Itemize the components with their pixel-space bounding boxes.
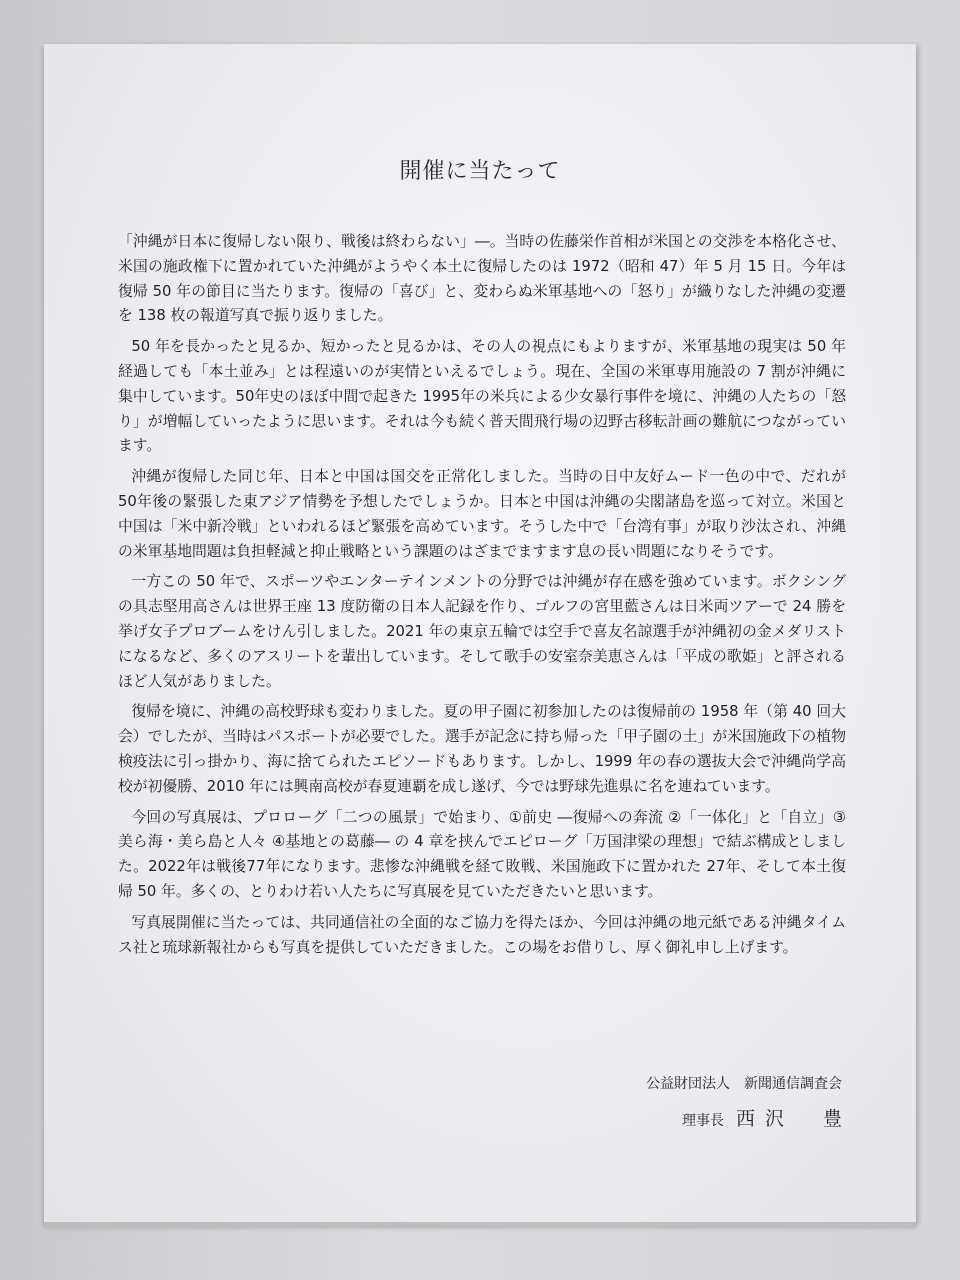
paragraph: 一方この 50 年で、スポーツやエンターテインメントの分野では沖縄が存在感を強めています。ボクシングの具志堅用高さんは世界王座 13 度防衛の日本人記録を作り、ゴルフの宮里藍さんは日米両ツアーで 24 勝を挙げ女子プロブームをけん引しました。2021 年の東京五輪では空手で喜友名諒選手が沖縄初の金メダリストになるなど、多くのアスリートを輩出しています。そして歌手の安室奈美恵さんは「平成の歌姫」と評されるほど人気がありました。	[118, 573, 846, 690]
notice-board	[44, 44, 916, 1224]
paragraph: 沖縄が復帰した同じ年、日本と中国は国交を正常化しました。当時の日中友好ムード一色の中で、だれが 50年後の緊張した東アジア情勢を予想したでしょうか。日本と中国は沖縄の尖閣諸島を巡って対立。米国と中国は「米中新冷戦」といわれるほど緊張を高めています。そうした中で「台湾有事」が取り沙汰され、沖縄の米軍基地問題は負担軽減と抑止戦略という課題のはざまでますます息の長い問題になりそうです。	[118, 468, 846, 560]
paragraph: 復帰を境に、沖縄の高校野球も変わりました。夏の甲子園に初参加したのは復帰前の 1958 年（第 40 回大会）でしたが、当時はパスポートが必要でした。選手が記念に持ち帰った「甲子園の土」が米国施政下の植物検疫法に引っ掛かり、海に捨てられたエピソードもあります。しかし、1999 年の春の選抜大会で沖縄尚学高校が初優勝、2010 年には興南高校が春夏連覇を成し遂げ、今では野球先進県に名を連ねています。	[118, 703, 846, 795]
paragraph: 今回の写真展は、プロローグ「二つの風景」で始まり、①前史 ―復帰への奔流 ②「一体化」と「自立」③美ら海・美ら島と人々 ④基地との葛藤― の 4 章を挟んでエピローグ「万国津梁の理想」で結ぶ構成としました。2022年は戦後77年になります。悲惨な沖縄戦を経て敗戦、米国施政下に置かれた 27年、そして本土復帰 50 年。多くの、とりわけ若い人たちに写真展を見ていただきたいと思います。	[118, 808, 846, 900]
organization-type: 公益財団法人	[646, 1076, 730, 1092]
body-text	[118, 230, 846, 966]
page-title: 開催に当たって	[399, 159, 561, 184]
signature-block	[646, 1072, 852, 1131]
signer-name: 西沢 豊	[735, 1108, 852, 1130]
chairman-line	[646, 1104, 852, 1131]
paragraph: 50 年を長かったと見るか、短かったと見るかは、その人の視点にもよりますが、米軍基地の現実は 50 年経過しても「本土並み」とは程遠いのが実情といえるでしょう。現在、全国の米軍専用施設の 7 割が沖縄に集中しています。50年史のほぼ中間で起きた 1995年の米兵による少女暴行事件を境に、沖縄の人たちの「怒り」が増幅していったように思います。それは今も続く普天間飛行場の辺野古移転計画の難航につながっています。	[118, 338, 846, 455]
organization-line	[646, 1072, 842, 1096]
organization-name: 新聞通信調査会	[744, 1076, 842, 1092]
paragraph: 「沖縄が日本に復帰しない限り、戦後は終わらない」―。当時の佐藤栄作首相が米国との交渉を本格化させ、米国の施政権下に置かれていた沖縄がようやく本土に復帰したのは 1972（昭和 47）年 5 月 15 日。今年は復帰 50 年の節目に当たります。復帰の「喜び」と、変わらぬ米軍基地への「怒り」が織りなした沖縄の変遷を 138 枚の報道写真で振り返りました。	[118, 233, 846, 325]
paragraph: 写真展開催に当たっては、共同通信社の全面的なご協力を得たほか、今回は沖縄の地元紙である沖縄タイムス社と琉球新報社からも写真を提供していただきました。この場をお借りし、厚く御礼申し上げます。	[118, 913, 846, 956]
panel-edge	[44, 1222, 916, 1228]
signer-role: 理事長	[681, 1113, 724, 1129]
